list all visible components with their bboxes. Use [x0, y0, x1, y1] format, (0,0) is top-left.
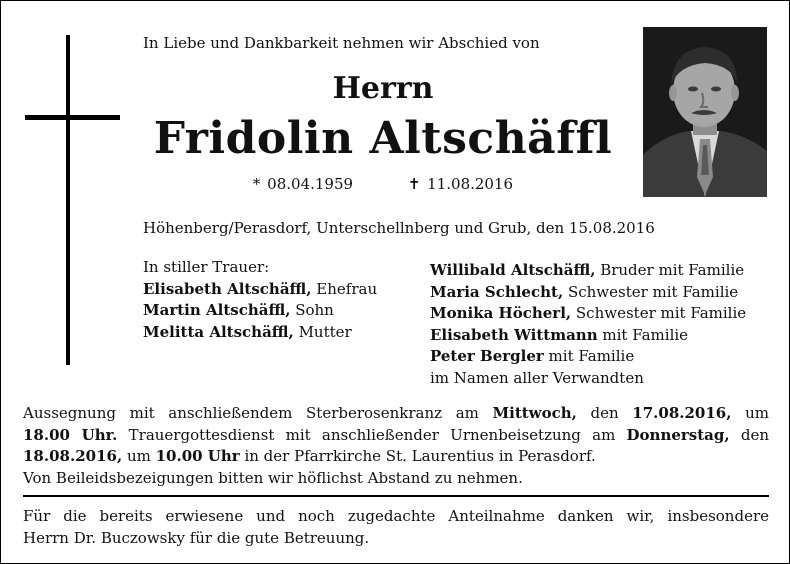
location-date: Höhenberg/Perasdorf, Unterschellnberg und Grub, den 15.08.2016 [143, 219, 655, 237]
text-segment: um [122, 447, 156, 465]
cross-horizontal-beam [25, 115, 120, 120]
section-divider [23, 495, 769, 497]
life-dates [143, 175, 623, 193]
thanks-line-1: Für die bereits erwiesene und noch zugedachte Anteilnahme danken wir, insbesondere [23, 507, 769, 525]
mourner-relation: Schwester mit Familie [563, 282, 739, 301]
portrait-illustration [643, 27, 767, 197]
mourner-entry [430, 260, 746, 282]
mourner-relation: Schwester mit Familie [571, 304, 747, 322]
text-segment: in der Pfarrkirche St. Laurentius in Perasdorf. [239, 447, 596, 465]
thanks-note [23, 505, 769, 549]
mourner-entry [143, 279, 377, 301]
deceased-name: Fridolin Altschäffl [153, 113, 613, 164]
mourners-closing: im Namen aller Verwandten [430, 368, 644, 387]
mourner-name: Peter Bergler [430, 347, 544, 365]
date-funeral: 18.08.2016, [23, 447, 123, 465]
condolence-note: Von Beileidsbezeigungen bitten wir höflichst Abstand zu nehmen. [23, 468, 523, 487]
mourner-entry [430, 325, 746, 347]
time-funeral: 10.00 Uhr [155, 447, 240, 465]
mourner-relation: Ehefrau [311, 279, 378, 298]
mourner-name: Elisabeth Altschäffl, [143, 279, 312, 298]
birth-date: * 08.04.1959 [252, 175, 354, 193]
text-segment: den [729, 425, 769, 444]
mourner-relation: Mutter [293, 322, 352, 341]
weekday-thursday: Donnerstag, [626, 425, 730, 444]
text-segment: Trauergottesdienst mit anschließender Urnenbeisetzung am [117, 425, 627, 444]
weekday-wednesday: Mittwoch, [492, 404, 577, 422]
mourner-name: Willibald Altschäffl, [430, 261, 596, 279]
date-rosary: 17.08.2016, [632, 404, 732, 422]
mourner-relation: Bruder mit Familie [595, 261, 745, 279]
mourner-name: Monika Höcherl, [430, 304, 572, 322]
mourner-entry [143, 300, 377, 322]
mourner-relation: mit Familie [543, 347, 635, 365]
mourner-entry [143, 322, 377, 344]
text-segment: um [731, 404, 769, 422]
mourner-name: Elisabeth Wittmann [430, 325, 598, 344]
funeral-announcement [23, 403, 769, 489]
mourner-name: Maria Schlecht, [430, 282, 564, 301]
intro-text: In Liebe und Dankbarkeit nehmen wir Abschied von [143, 34, 540, 52]
death-date: ✝ 11.08.2016 [407, 175, 514, 193]
funeral-line-2 [23, 425, 769, 447]
funeral-line-3 [23, 446, 769, 468]
cross-vertical-beam [66, 35, 70, 365]
mourner-relation: Sohn [290, 301, 334, 319]
text-segment: Aussegnung mit anschließendem Sterberosenkranz am [23, 404, 493, 422]
mourner-name: Martin Altschäffl, [143, 301, 291, 319]
mourner-entry [430, 282, 746, 304]
salutation: Herrn [332, 71, 434, 106]
mourner-relation: mit Familie [597, 325, 689, 344]
mourners-right-column [430, 260, 746, 389]
mourner-entry [430, 303, 746, 325]
mourners-heading: In stiller Trauer: [143, 258, 270, 276]
mourners-left-column [143, 257, 377, 343]
portrait-photo [643, 27, 767, 197]
mourner-name: Melitta Altschäffl, [143, 322, 294, 341]
mourner-entry [430, 346, 746, 368]
thanks-line-2: Herrn Dr. Buczowsky für die gute Betreuung. [23, 529, 370, 547]
text-segment: den [576, 404, 633, 422]
time-rosary: 18.00 Uhr. [23, 425, 118, 444]
funeral-line-1 [23, 403, 769, 425]
